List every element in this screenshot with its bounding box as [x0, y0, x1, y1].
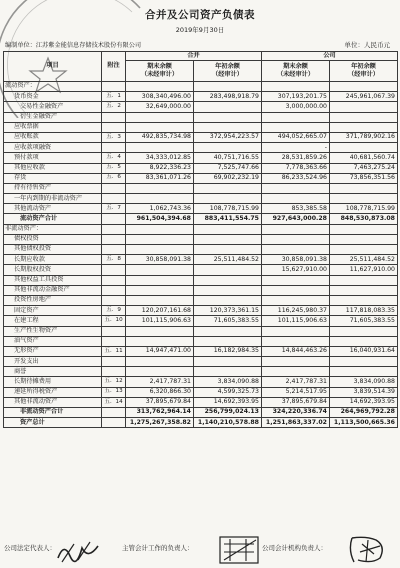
header-consolidated-period-end: 期末余额 （未经审计） [126, 61, 194, 82]
row-consolidated-period-end: 308,340,496.00 [126, 92, 194, 102]
table-row [4, 194, 398, 204]
header-company-year-start: 年初余额 （经审计） [330, 61, 398, 82]
row-company-period-end: 86,233,524.96 [262, 173, 330, 183]
row-item-label: 交易性金融资产 [4, 102, 102, 112]
balance-sheet-rows [4, 82, 398, 428]
row-note [102, 357, 126, 367]
row-item-label: 商誉 [4, 367, 102, 377]
row-company-period-end: 3,000,000.00 [262, 102, 330, 112]
table-row [4, 295, 398, 305]
row-company-year-start [330, 194, 398, 204]
row-note [102, 295, 126, 305]
table-row [4, 82, 398, 92]
row-consolidated-period-end: 30,858,091.38 [126, 255, 194, 265]
row-consolidated-period-end [126, 336, 194, 346]
row-note [102, 336, 126, 346]
row-note: 五．1 [102, 92, 126, 102]
row-note: 五．5 [102, 163, 126, 173]
header-item: 项目 [4, 52, 102, 82]
row-item-label: 预付款项 [4, 153, 102, 163]
row-consolidated-year-start [194, 367, 262, 377]
row-consolidated-year-start: 14,692,393.95 [194, 397, 262, 407]
row-company-year-start [330, 295, 398, 305]
table-row [4, 346, 398, 356]
row-consolidated-year-start: 40,751,716.55 [194, 153, 262, 163]
row-consolidated-year-start: 25,511,484.52 [194, 255, 262, 265]
row-company-year-start [330, 112, 398, 122]
row-company-year-start: 7,463,275.24 [330, 163, 398, 173]
header-consolidated-year-start: 年初余额 （经审计） [194, 61, 262, 82]
table-row [4, 316, 398, 326]
row-note: 五．4 [102, 153, 126, 163]
row-note: 五．11 [102, 346, 126, 356]
row-consolidated-year-start [194, 224, 262, 234]
row-company-year-start: 25,511,484.52 [330, 255, 398, 265]
table-row [4, 143, 398, 153]
row-consolidated-period-end [126, 326, 194, 336]
table-row [4, 153, 398, 163]
row-company-year-start [330, 357, 398, 367]
row-note [102, 214, 126, 224]
row-item-label: 应收账款 [4, 132, 102, 142]
table-row [4, 377, 398, 387]
row-consolidated-period-end [126, 82, 194, 92]
row-consolidated-year-start [194, 234, 262, 244]
row-note: 五．7 [102, 204, 126, 214]
row-consolidated-period-end [126, 234, 194, 244]
row-consolidated-year-start [194, 183, 262, 193]
row-note: 五．14 [102, 397, 126, 407]
table-row [4, 204, 398, 214]
row-company-year-start: 264,969,792.28 [330, 408, 398, 418]
row-company-year-start [330, 245, 398, 255]
table-row [4, 132, 398, 142]
row-company-period-end: 2,417,787.31 [262, 377, 330, 387]
row-consolidated-year-start [194, 336, 262, 346]
row-company-period-end [262, 275, 330, 285]
table-row [4, 102, 398, 112]
row-consolidated-period-end [126, 112, 194, 122]
row-consolidated-year-start: 120,373,361.15 [194, 306, 262, 316]
row-company-period-end: 853,385.58 [262, 204, 330, 214]
row-note: 五．2 [102, 102, 126, 112]
row-consolidated-period-end: 120,207,161.68 [126, 306, 194, 316]
row-company-period-end [262, 245, 330, 255]
row-company-period-end: 307,193,201.75 [262, 92, 330, 102]
row-company-period-end: 494,052,665.07 [262, 132, 330, 142]
row-company-period-end [262, 357, 330, 367]
table-row [4, 183, 398, 193]
row-note [102, 82, 126, 92]
row-company-year-start: 14,692,393.95 [330, 397, 398, 407]
row-note [102, 112, 126, 122]
row-company-period-end: 30,858,091.38 [262, 255, 330, 265]
table-row [4, 163, 398, 173]
row-consolidated-period-end [126, 183, 194, 193]
header-consolidated: 合并 [126, 52, 262, 61]
table-row [4, 418, 398, 428]
row-consolidated-period-end: 961,504,394.68 [126, 214, 194, 224]
row-note [102, 265, 126, 275]
row-company-period-end [262, 112, 330, 122]
row-company-year-start: 117,818,083.35 [330, 306, 398, 316]
row-note: 五．12 [102, 377, 126, 387]
table-row [4, 234, 398, 244]
row-consolidated-period-end [126, 194, 194, 204]
row-item-label: 其他权益工具投资 [4, 275, 102, 285]
table-row [4, 255, 398, 265]
table-row [4, 214, 398, 224]
row-company-period-end [262, 326, 330, 336]
legal-rep-signature [54, 538, 102, 566]
row-company-period-end [262, 82, 330, 92]
row-company-period-end: 15,627,910.00 [262, 265, 330, 275]
row-consolidated-year-start: 256,799,024.13 [194, 408, 262, 418]
row-company-year-start: 40,681,560.74 [330, 153, 398, 163]
row-note: 五．3 [102, 132, 126, 142]
row-company-year-start [330, 234, 398, 244]
row-consolidated-period-end [126, 295, 194, 305]
row-company-period-end: 1,251,863,337.02 [262, 418, 330, 428]
row-item-label: 流动资产合计 [4, 214, 102, 224]
row-note [102, 122, 126, 132]
row-company-year-start [330, 285, 398, 295]
row-company-period-end: 7,778,363.66 [262, 163, 330, 173]
accounting-head-signature [216, 534, 266, 566]
row-consolidated-year-start [194, 265, 262, 275]
row-item-label: 其他非流动资产 [4, 397, 102, 407]
row-company-year-start [330, 326, 398, 336]
row-consolidated-period-end [126, 224, 194, 234]
row-company-year-start: 371,789,902.16 [330, 132, 398, 142]
row-consolidated-year-start [194, 122, 262, 132]
row-consolidated-period-end: 32,649,000.00 [126, 102, 194, 112]
table-row [4, 92, 398, 102]
table-row [4, 397, 398, 407]
row-note: 五．13 [102, 387, 126, 397]
row-company-period-end [262, 122, 330, 132]
table-row [4, 326, 398, 336]
row-consolidated-year-start: 108,778,715.99 [194, 204, 262, 214]
row-consolidated-year-start [194, 295, 262, 305]
row-company-period-end: 5,214,517.95 [262, 387, 330, 397]
row-consolidated-period-end: 37,895,679.84 [126, 397, 194, 407]
row-note [102, 367, 126, 377]
row-consolidated-year-start [194, 285, 262, 295]
row-company-period-end [262, 194, 330, 204]
row-company-period-end: - [262, 143, 330, 153]
table-row [4, 357, 398, 367]
row-company-period-end [262, 295, 330, 305]
row-item-label: 长期应收款 [4, 255, 102, 265]
row-company-year-start [330, 122, 398, 132]
row-consolidated-year-start [194, 102, 262, 112]
row-item-label: 一年内到期的非流动资产 [4, 194, 102, 204]
row-note [102, 275, 126, 285]
row-company-period-end [262, 285, 330, 295]
row-note: 五．6 [102, 173, 126, 183]
row-consolidated-year-start: 283,498,918.79 [194, 92, 262, 102]
row-note [102, 224, 126, 234]
row-company-period-end: 101,115,906.63 [262, 316, 330, 326]
row-company-year-start: 16,040,931.64 [330, 346, 398, 356]
table-row [4, 387, 398, 397]
row-company-period-end: 116,245,980.37 [262, 306, 330, 316]
row-company-period-end [262, 336, 330, 346]
row-consolidated-period-end: 101,115,906.63 [126, 316, 194, 326]
row-consolidated-year-start: 883,411,554.75 [194, 214, 262, 224]
table-row [4, 336, 398, 346]
row-company-year-start: 3,839,514.39 [330, 387, 398, 397]
row-consolidated-period-end: 1,062,743.36 [126, 204, 194, 214]
accounting-dept-head-label: 公司会计机构负责人： [262, 544, 327, 552]
row-item-label: 应收款项融资 [4, 143, 102, 153]
row-consolidated-period-end: 6,320,866.30 [126, 387, 194, 397]
row-item-label: 长期待摊费用 [4, 377, 102, 387]
row-consolidated-year-start [194, 112, 262, 122]
table-row [4, 285, 398, 295]
row-company-period-end [262, 367, 330, 377]
row-note [102, 183, 126, 193]
row-consolidated-year-start: 372,954,223.57 [194, 132, 262, 142]
row-consolidated-period-end [126, 265, 194, 275]
balance-sheet-table [3, 51, 398, 428]
currency-unit: 单位：人民币元 [344, 41, 390, 49]
row-company-year-start: 11,627,910.00 [330, 265, 398, 275]
row-company-period-end: 37,895,679.84 [262, 397, 330, 407]
row-consolidated-period-end: 8,922,336.23 [126, 163, 194, 173]
row-consolidated-year-start [194, 357, 262, 367]
row-company-period-end [262, 234, 330, 244]
row-note: 五．9 [102, 306, 126, 316]
row-consolidated-year-start: 3,834,090.88 [194, 377, 262, 387]
row-item-label: 开发支出 [4, 357, 102, 367]
row-consolidated-period-end: 313,762,964.14 [126, 408, 194, 418]
row-consolidated-year-start: 1,140,210,578.88 [194, 418, 262, 428]
row-consolidated-year-start [194, 194, 262, 204]
row-consolidated-period-end: 1,275,267,358.82 [126, 418, 194, 428]
row-item-label: 固定资产 [4, 306, 102, 316]
row-item-label: 无形资产 [4, 346, 102, 356]
row-consolidated-period-end [126, 245, 194, 255]
row-consolidated-year-start: 69,902,232.19 [194, 173, 262, 183]
statement-date: 2019年9月30日 [175, 26, 225, 34]
row-consolidated-period-end [126, 143, 194, 153]
table-row [4, 275, 398, 285]
table-row [4, 245, 398, 255]
header-row-group [4, 52, 398, 61]
row-item-label: 流动资产： [4, 82, 102, 92]
row-item-label: 应收票据 [4, 122, 102, 132]
row-consolidated-period-end: 14,947,471.00 [126, 346, 194, 356]
row-note [102, 418, 126, 428]
row-consolidated-year-start [194, 275, 262, 285]
row-company-year-start [330, 82, 398, 92]
row-item-label: 货币资金 [4, 92, 102, 102]
row-company-year-start [330, 224, 398, 234]
table-row [4, 265, 398, 275]
row-company-year-start: 73,856,351.56 [330, 173, 398, 183]
row-item-label: 生产性生物资产 [4, 326, 102, 336]
row-item-label: 其他债权投资 [4, 245, 102, 255]
header-note: 附注 [102, 52, 126, 82]
row-consolidated-period-end [126, 285, 194, 295]
row-item-label: 其他流动资产 [4, 204, 102, 214]
row-company-period-end: 324,220,336.74 [262, 408, 330, 418]
header-company-period-end: 期末余额 （未经审计） [262, 61, 330, 82]
row-consolidated-year-start [194, 82, 262, 92]
row-consolidated-period-end: 83,361,071.26 [126, 173, 194, 183]
row-consolidated-year-start: 7,525,747.66 [194, 163, 262, 173]
row-consolidated-year-start: 71,605,383.55 [194, 316, 262, 326]
row-note [102, 234, 126, 244]
row-item-label: 递延所得税资产 [4, 387, 102, 397]
row-company-year-start: 108,778,715.99 [330, 204, 398, 214]
row-company-period-end: 927,643,000.28 [262, 214, 330, 224]
table-row [4, 367, 398, 377]
row-consolidated-year-start [194, 245, 262, 255]
row-company-year-start [330, 367, 398, 377]
row-company-year-start: 1,113,500,665.36 [330, 418, 398, 428]
row-consolidated-period-end: 34,333,012.85 [126, 153, 194, 163]
row-item-label: 存货 [4, 173, 102, 183]
row-company-year-start [330, 102, 398, 112]
table-row [4, 173, 398, 183]
row-company-period-end [262, 224, 330, 234]
row-note [102, 408, 126, 418]
header-company: 公司 [262, 52, 398, 61]
table-row [4, 408, 398, 418]
row-item-label: 在建工程 [4, 316, 102, 326]
row-consolidated-year-start [194, 143, 262, 153]
row-company-year-start: 848,530,873.08 [330, 214, 398, 224]
row-consolidated-period-end [126, 357, 194, 367]
row-item-label: 债权投资 [4, 234, 102, 244]
row-item-label: 其他应收款 [4, 163, 102, 173]
row-company-year-start [330, 183, 398, 193]
row-item-label: 非流动资产合计 [4, 408, 102, 418]
row-company-year-start [330, 275, 398, 285]
row-note [102, 245, 126, 255]
row-item-label: 长期股权投资 [4, 265, 102, 275]
row-item-label: 持有待售资产 [4, 183, 102, 193]
row-item-label: 资产总计 [4, 418, 102, 428]
row-company-year-start: 245,961,067.39 [330, 92, 398, 102]
row-item-label: 投资性房地产 [4, 295, 102, 305]
row-note: 五．10 [102, 316, 126, 326]
row-company-period-end: 14,844,463.26 [262, 346, 330, 356]
table-row [4, 224, 398, 234]
legal-representative-label: 公司法定代表人： [4, 544, 56, 552]
row-consolidated-period-end [126, 367, 194, 377]
row-item-label: 其他非流动金融资产 [4, 285, 102, 295]
row-consolidated-period-end: 2,417,787.31 [126, 377, 194, 387]
row-company-year-start: 71,605,383.55 [330, 316, 398, 326]
row-consolidated-year-start [194, 326, 262, 336]
row-company-year-start [330, 143, 398, 153]
table-row [4, 112, 398, 122]
row-item-label: 非流动资产： [4, 224, 102, 234]
preparing-company: 编制单位：江苏紫金能信息存储技术股份有限公司 [5, 42, 142, 49]
table-row [4, 122, 398, 132]
row-consolidated-year-start: 16,182,984.35 [194, 346, 262, 356]
row-item-label: 衍生金融资产 [4, 112, 102, 122]
row-consolidated-period-end [126, 275, 194, 285]
row-consolidated-year-start: 4,599,325.73 [194, 387, 262, 397]
row-consolidated-period-end: 492,835,734.98 [126, 132, 194, 142]
statement-title: 合并及公司资产负债表 [145, 9, 255, 21]
row-note [102, 285, 126, 295]
row-note: 五．8 [102, 255, 126, 265]
row-company-year-start: 3,834,090.88 [330, 377, 398, 387]
accounting-head-label: 主管会计工作的负责人： [122, 544, 194, 552]
row-company-period-end [262, 183, 330, 193]
row-item-label: 油气资产 [4, 336, 102, 346]
row-company-period-end: 28,531,859.26 [262, 153, 330, 163]
row-note [102, 194, 126, 204]
row-consolidated-period-end [126, 122, 194, 132]
row-company-year-start [330, 336, 398, 346]
row-note [102, 143, 126, 153]
row-note [102, 326, 126, 336]
table-row [4, 306, 398, 316]
accounting-dept-head-signature [346, 534, 394, 566]
